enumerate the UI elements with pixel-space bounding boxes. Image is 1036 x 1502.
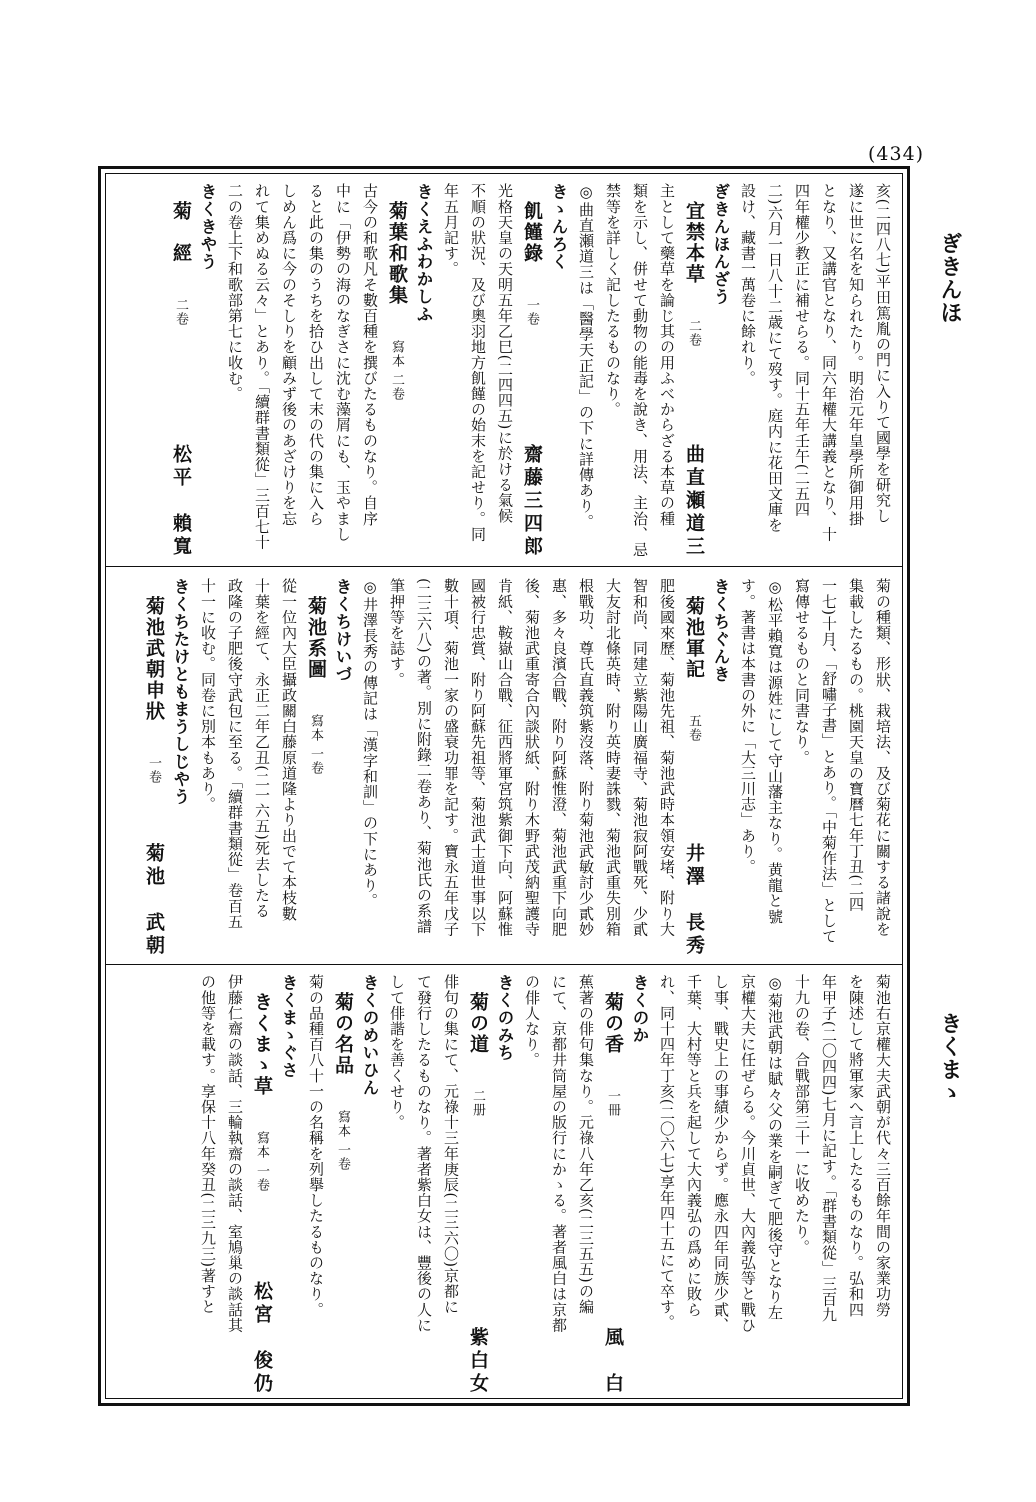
body-text-line: を陳述して將軍家へ言上したるものなり。弘和四 — [847, 974, 865, 1318]
entry-volume-count: 寫本 一卷 — [335, 1110, 350, 1172]
body-text-line: ◎菊池武朝は賦々父の業を嗣ぎて肥後守となり左 — [766, 974, 784, 1321]
entry-volume-count: 一冊 — [605, 1089, 620, 1117]
entry-volume-count: 二册 — [470, 1089, 485, 1117]
body-text-line: 遂に世に名を知られたり。明治元年皇學所御用掛 — [847, 183, 865, 527]
body-text-line: 惠、多々良濱合戰、附り阿蘇惟澄、菊池武重下向肥 — [550, 578, 568, 937]
entry-reading: きくまゝぐさ — [279, 974, 298, 1079]
body-text-line: し事、戰史上の事績少からず。應永四年同族少貳、 — [712, 974, 730, 1333]
entry-volume-count: 一卷 — [146, 756, 161, 784]
body-text-line: 智和尚、同建立紫陽山廣福寺、菊池寂阿戰死、少貳 — [631, 578, 649, 937]
body-text-line: 四年權少教正に補せらる。同十五年壬午(二五四 — [793, 183, 811, 518]
body-text-line: 千葉、大村等と兵を起して大內義弘の爲めに敗ら — [685, 974, 703, 1318]
entry-reading: きくのみち — [495, 974, 514, 1062]
body-text-line: 二の卷上下和歌部第七に收む。 — [226, 183, 244, 402]
entry-title: 宜禁本草 — [683, 201, 705, 285]
body-text-line: 十九の卷、合戰部第三十一に收めたり。 — [793, 974, 811, 1255]
entry-author: 松平 賴寬 — [170, 444, 192, 559]
entry-reading: きくのか — [630, 974, 649, 1044]
entry-volume-count: 寫本 一卷 — [308, 714, 323, 776]
body-text-line: 根戰功、尊氏直義筑紫沒落、附り菊池武敏討少貳妙 — [577, 578, 595, 937]
entry-volume-count: 寫本 二卷 — [389, 340, 404, 402]
entry-author: 井澤 長秀 — [683, 843, 705, 958]
body-text-line: 亥(二四八七)平田篤胤の門に入りて國學を研究し — [874, 183, 892, 524]
entry-volume-count: 五卷 — [686, 714, 701, 742]
entry-author: 菊池 武朝 — [143, 843, 165, 958]
entry-reading: きくのめいひん — [360, 974, 379, 1097]
entry-reading: きくえふわかしふ — [414, 183, 433, 323]
body-text-line: 俳句の集にて、元祿十三年庚辰(二三六〇)京都に — [442, 974, 460, 1315]
body-text-line: ◎井澤長秀の傳記は「漢字和訓」の下にあり。 — [361, 578, 379, 909]
body-text-line: 年甲子(二〇四四)七月に記す。「群書類從」三百九 — [820, 974, 838, 1323]
body-text-line: の他等を載す。享保十八年癸丑(二三九三)著すと — [199, 974, 217, 1315]
body-text-line: ◎曲直瀬道三は「醫學天正記」の下に詳傳あり。 — [577, 183, 595, 530]
body-text-line: 大友討北條英時、附り英時妻誅戮、菊池武重失別箱 — [604, 578, 622, 937]
entry-title: 菊の名品 — [332, 992, 354, 1076]
body-text-line: ると此の集のうちを拾ひ出して末の代の集に入ら — [307, 183, 325, 527]
body-text-line: 光格天皇の天明五年乙巳(二四四五)に於ける氣候 — [496, 183, 514, 524]
entry-reading: きくちけいづ — [333, 578, 352, 683]
body-text-line: 寫傳せるものと同書なり。 — [793, 578, 811, 766]
entry-author: 風 白 — [602, 1327, 624, 1396]
body-text-line: にて、京都井筒屋の版行にかゝる。著者風白は京都 — [550, 974, 568, 1333]
band-divider — [105, 566, 903, 567]
entry-author: 紫白女 — [467, 1327, 489, 1396]
body-text-line: 集載したるもの。桃園天皇の寶曆七年丁丑(二四 — [847, 578, 865, 913]
entry-title: 菊池軍記 — [683, 596, 705, 680]
entry-reading: きくきやう — [198, 183, 217, 271]
entry-reading: きくちたけともまうしじやう — [171, 578, 190, 806]
entry-volume-count: 二卷 — [173, 298, 188, 326]
entry-title: 菊池武朝申狀 — [143, 596, 165, 722]
body-text-line: 菊池右京權大夫武朝が代々三百餘年間の家業功勞 — [874, 974, 892, 1318]
body-text-line: 二)六月一日八十二歳にて歿す。庭内に花田文庫を — [766, 183, 784, 533]
body-text-line: て發行したるものなり。著者紫白女は、豐後の人に — [415, 974, 433, 1333]
body-text-line: 從一位內大臣攝政關白藤原道隆より出でて本枝數 — [280, 578, 298, 922]
body-text-line: 年五月記す。 — [442, 183, 460, 277]
page-number: (434) — [868, 143, 925, 165]
body-text-line: して俳諧を善くせり。 — [388, 974, 406, 1130]
entry-title-line — [680, 578, 707, 958]
body-text-line: 京權大夫に任ぜらる。今川貞世、大內義弘等と戰ひ — [739, 974, 757, 1333]
body-text-line: す。著書は本書の外に「大三川志」あり。 — [739, 578, 757, 875]
entry-author: 齋藤三四郎 — [521, 444, 543, 559]
entry-title-line — [167, 183, 194, 559]
entry-title-line — [599, 974, 626, 1396]
body-text-line: 古今の和歌凡そ數百種を撰びたるものなり。自序 — [361, 183, 379, 527]
entry-author: 曲直瀬道三 — [683, 444, 705, 559]
body-text-line: れて集めぬる云々」とあり。「續群書類從」三百七十 — [253, 183, 271, 550]
entry-title-line — [302, 578, 329, 958]
body-text-line: しめん爲に今のそしりを顧みず後のあざけりを忘 — [280, 183, 298, 527]
text-band-top — [112, 183, 896, 559]
body-text-line: 伊藤仁齋の談話、三輪執齋の談話、室鳩巢の談話其 — [226, 974, 244, 1333]
body-text-line: 肥後國來歷、菊池先祖、菊池武時本領安堵、附り大 — [658, 578, 676, 937]
entry-title: 菊の道 — [467, 992, 489, 1055]
entry-title-line — [140, 578, 167, 958]
body-text-line: 國被行忠賞、附り阿蘇先祖等、菊池武士道世事以下 — [469, 578, 487, 937]
body-text-line: 禁等を詳しく記したるものなり。 — [604, 183, 622, 417]
body-text-line: 數十項、菊池一家の盛衰功罪を記す。寶永五年戊子 — [442, 578, 460, 937]
entry-reading: ぎきんほんざう — [711, 183, 730, 306]
body-text-line: 菊の種類、形狀、栽培法、及び菊花に關する諸說を — [874, 578, 892, 937]
body-text-line: となり、又講官となり、同六年權大講義となり、十 — [820, 183, 838, 542]
entry-title: 菊 經 — [170, 201, 192, 264]
entry-volume-count: 寫本 一卷 — [254, 1131, 269, 1193]
entry-volume-count: 二卷 — [686, 319, 701, 347]
entry-reading: きくちぐんき — [711, 578, 730, 683]
body-text-line: 肯紙、鞍嶽山合戰、征西將軍宮筑紫御下向、阿蘇惟 — [496, 578, 514, 937]
body-text-line: 後、菊池武重寄合內談狀紙、附り木野武茂納聖護寺 — [523, 578, 541, 937]
text-band-bottom — [112, 974, 896, 1396]
entry-title-line — [464, 974, 491, 1396]
body-text-line: 不順の狀況、及び奧羽地方飢饉の始末を記せり。同 — [469, 183, 487, 542]
body-text-line: 筆押等を誌す。 — [388, 578, 406, 688]
entry-title-line — [383, 183, 410, 559]
body-text-line: れ、同十四年丁亥(二〇六七)享年四十五にて卒す。 — [658, 974, 676, 1331]
body-text-line: 一七)十月、「舒嘯子書」とあり。「中菊作法」として — [820, 578, 838, 944]
entry-reading: きゝんろく — [549, 183, 568, 271]
entry-title-line — [248, 974, 275, 1396]
entry-title-line — [329, 974, 356, 1396]
body-text-line: ◎松平賴寬は源姓にして守山藩主なり。黄龍と號 — [766, 578, 784, 925]
body-text-line: 菊の品種百八十一の名稱を列擧したるものなり。 — [307, 974, 325, 1318]
body-text-line: 主として藥草を論じ其の用ふべからざる本草の種 — [658, 183, 676, 527]
entry-volume-count: 一卷 — [524, 298, 539, 326]
entry-title-line — [680, 183, 707, 559]
entry-title: 菊の香 — [602, 992, 624, 1055]
body-text-line: 十葉を經て、永正二年乙丑(二一六五)死去したる — [253, 578, 271, 919]
running-head-lower: きくまゝ — [937, 1012, 963, 1104]
body-text-line: 中に「伊勢の海のなぎさに沈む藻屑にも、玉やまし — [334, 183, 352, 542]
running-head-upper: ぎきんほ — [937, 232, 963, 324]
band-divider — [105, 964, 903, 965]
body-text-line: 十一に收む。同卷に別本もあり。 — [199, 578, 217, 812]
text-band-middle — [112, 578, 896, 958]
body-text-line: 政隆の子肥後守武包に至る。「續群書類從」卷百五 — [226, 578, 244, 930]
entry-title-line — [518, 183, 545, 559]
entry-title: 飢饉錄 — [521, 201, 543, 264]
body-text-line: 設け、藏書一萬卷に餘れり。 — [739, 183, 757, 386]
body-text-line: 蕉著の俳句集なり。元祿八年乙亥(二三五五)の編 — [577, 974, 595, 1315]
entry-title: 菊池系圖 — [305, 596, 327, 680]
entry-title: 菊葉和歌集 — [386, 201, 408, 306]
body-text-line: (二三六八)の著。別に附錄二卷あり、菊池氏の系譜 — [415, 578, 433, 935]
entry-author: 松宮 俊仍 — [251, 1281, 273, 1396]
entry-title: きくまゝ草 — [251, 992, 273, 1097]
body-text-line: の俳人なり。 — [523, 974, 541, 1068]
body-text-line: 類を示し、併せて動物の能毒を說き、用法、主治、忌 — [631, 183, 649, 558]
